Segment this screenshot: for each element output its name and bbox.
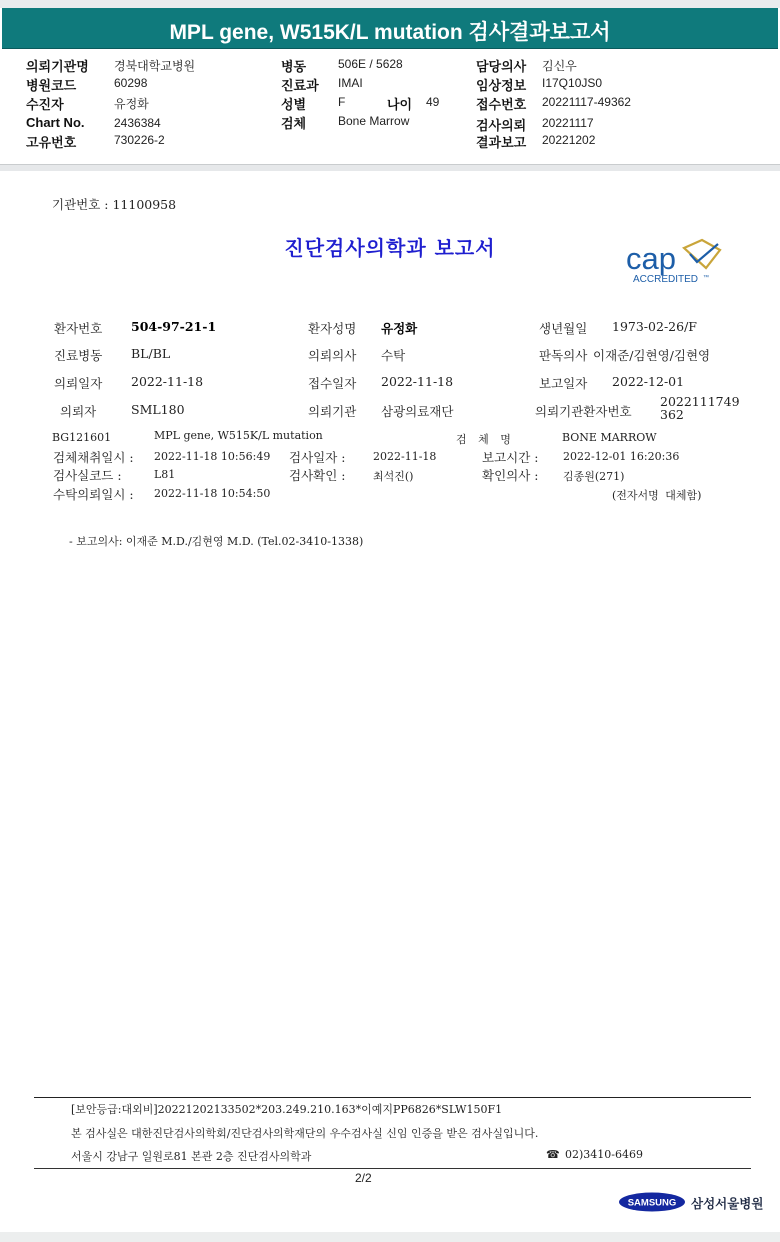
value-specimen: Bone Marrow	[338, 114, 410, 128]
consign-label: 수탁의뢰일시 :	[53, 487, 134, 502]
test-confirm-value: 최석진()	[373, 470, 414, 483]
patient-value: 이재준/김현영/김현영	[593, 348, 711, 363]
specimen-value: BONE MARROW	[562, 431, 657, 444]
test-date-label: 검사일자 :	[289, 450, 346, 465]
patient-label: 보고일자	[539, 376, 588, 391]
top-strip	[0, 0, 780, 8]
label-age: 나이	[387, 97, 413, 112]
value-ward: 506E / 5628	[338, 57, 403, 71]
institution-number: 기관번호 : 11100958	[52, 197, 177, 212]
test-confirm-label: 검사확인 :	[289, 468, 346, 483]
bottom-strip	[0, 1232, 780, 1242]
value-attending-doctor: 김신우	[542, 59, 577, 73]
patient-value: 삼광의료재단	[381, 404, 454, 419]
cap-logo-word: cap	[626, 241, 676, 276]
patient-value: 1973-02-26/F	[612, 319, 697, 334]
specimen-label: 검 체 명	[456, 433, 511, 446]
footer-rule	[34, 1097, 751, 1098]
footer-rule-2	[34, 1168, 751, 1169]
label-accession-no: 접수번호	[476, 97, 527, 112]
collect-label: 검체채취일시 :	[53, 450, 134, 465]
collect-value: 2022-11-18 10:56:49	[154, 450, 271, 463]
patient-label: 의뢰자	[60, 404, 97, 419]
label-test-request: 검사의뢰	[476, 118, 527, 133]
label-patient: 수진자	[26, 97, 64, 112]
samsung-logo	[618, 1192, 686, 1212]
value-patient: 유정화	[114, 97, 149, 111]
patient-value: 수탁	[381, 348, 406, 363]
patient-label: 의뢰기관	[308, 404, 357, 419]
hospital-name: 삼성서울병원	[691, 1196, 764, 1211]
page-number: 2/2	[355, 1171, 372, 1185]
test-name: MPL gene, W515K/L mutation	[154, 429, 323, 442]
label-clinical-info: 임상정보	[476, 78, 527, 93]
label-attending-doctor: 담당의사	[476, 59, 527, 74]
label-chart-no: Chart No.	[26, 115, 85, 130]
electronic-signature-note: (전자서명 대체함)	[612, 489, 702, 502]
confirm-doctor-value: 김종원(271)	[563, 470, 625, 483]
value-accession-no: 20221117-49362	[542, 95, 631, 109]
report-time-value: 2022-12-01 16:20:36	[563, 450, 680, 463]
value-sex: F	[338, 95, 346, 109]
phone-icon: ☎	[546, 1148, 560, 1161]
report-title: MPL gene, W515K/L mutation 검사결과보고서	[169, 21, 611, 44]
value-unique-no: 730226-2	[114, 133, 165, 147]
value-requesting-institution: 경북대학교병원	[114, 59, 196, 73]
label-sex: 성별	[281, 97, 307, 112]
confirm-doctor-label: 확인의사 :	[482, 468, 539, 483]
label-ward: 병동	[281, 59, 307, 74]
test-code: BG121601	[52, 431, 112, 444]
value-hospital-code: 60298	[114, 76, 148, 90]
certification-note: 본 검사실은 대한진단검사의학회/진단검사의학재단의 우수검사실 신임 인증을 받은 검사실입니다.	[71, 1127, 539, 1140]
patient-value: BL/BL	[131, 346, 171, 361]
patient-value: 2022111749362	[660, 394, 740, 422]
lab-code-value: L81	[154, 468, 176, 481]
patient-label: 접수일자	[308, 376, 357, 391]
value-chart-no: 2436384	[114, 116, 161, 130]
report-doctors: - 보고의사: 이재준 M.D./김현영 M.D. (Tel.02-3410-1338)	[69, 535, 364, 548]
test-date-value: 2022-11-18	[373, 450, 437, 463]
patient-label: 생년월일	[539, 321, 588, 336]
header-divider	[0, 164, 780, 171]
label-hospital-code: 병원코드	[26, 78, 77, 93]
patient-label: 의뢰의사	[308, 348, 357, 363]
phone-number: 02)3410-6469	[565, 1148, 643, 1161]
cap-accredited-logo	[624, 238, 728, 286]
value-age: 49	[426, 95, 440, 109]
label-result-report: 결과보고	[476, 135, 527, 150]
patient-label: 판독의사	[539, 348, 588, 363]
cap-logo-sub: ACCREDITED	[633, 274, 699, 285]
value-department: IMAI	[338, 76, 363, 90]
patient-value: SML180	[131, 402, 185, 417]
label-department: 진료과	[281, 78, 319, 93]
patient-label: 진료병동	[54, 348, 103, 363]
value-test-request: 20221117	[542, 116, 594, 130]
address: 서울시 강남구 일원로81 본관 2층 진단검사의학과	[71, 1150, 312, 1163]
patient-label: 환자성명	[308, 321, 357, 336]
lab-code-label: 검사실코드 :	[53, 468, 122, 483]
samsung-logo-word: SAMSUNG	[627, 1197, 677, 1209]
label-specimen: 검체	[281, 116, 307, 131]
cap-logo-tm: ™	[703, 275, 709, 281]
patient-value: 2022-11-18	[381, 374, 454, 389]
report-time-label: 보고시간 :	[482, 450, 539, 465]
document-title: 진단검사의학과 보고서	[284, 236, 496, 260]
consign-value: 2022-11-18 10:54:50	[154, 487, 271, 500]
label-requesting-institution: 의뢰기관명	[26, 59, 89, 74]
patient-value: 504-97-21-1	[131, 319, 217, 334]
value-result-report: 20221202	[542, 133, 596, 147]
patient-value: 2022-12-01	[612, 374, 685, 389]
label-unique-no: 고유번호	[26, 135, 77, 150]
patient-label: 의뢰일자	[54, 376, 103, 391]
value-clinical-info: I17Q10JS0	[542, 76, 603, 90]
patient-value: 2022-11-18	[131, 374, 204, 389]
security-line: [보안등급:대외비]20221202133502*203.249.210.163*이예지PP6826*SLW150F1	[71, 1103, 503, 1116]
patient-value: 유정화	[381, 321, 418, 336]
patient-label: 의뢰기관환자번호	[535, 404, 632, 419]
title-bar	[2, 8, 778, 49]
patient-label: 환자번호	[54, 321, 103, 336]
